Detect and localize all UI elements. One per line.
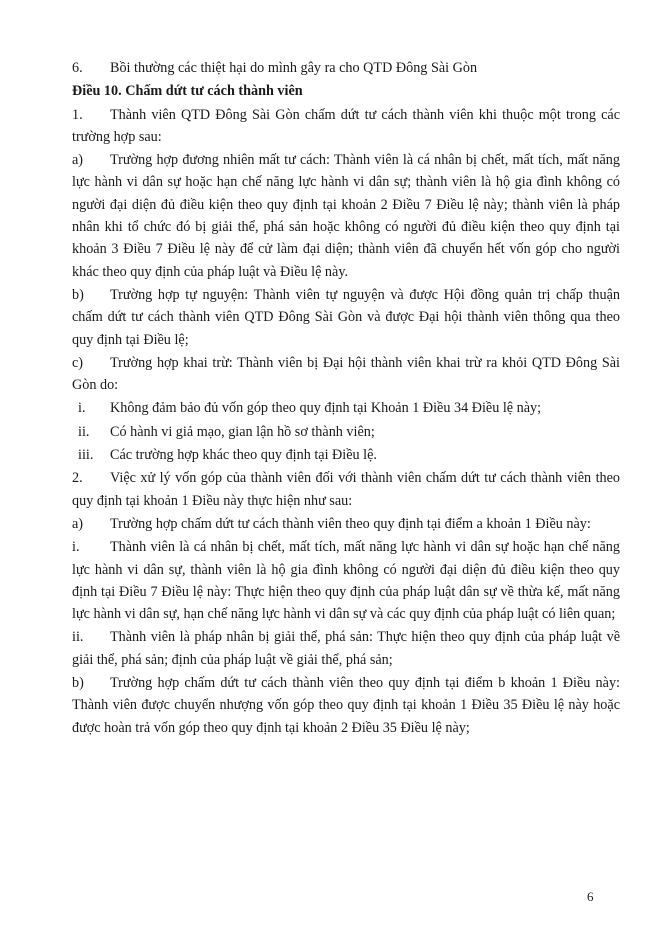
subpoint-marker: ii. xyxy=(72,629,84,646)
point-text: Trường hợp đương nhiên mất tư cách: Thành viên là cá nhân bị chết, mất tích, mất năng lực hành vi dân sự hoặc hạn chế năng lực hành vi dân sự; thành viên là hộ gia đình không có người đại diện đủ điều kiện theo quy định tại khoản 2 Điều 7 Điều lệ này; thành viên là pháp nhân khi tổ chức đó bị giải thể, phá sản hoặc không có người đủ điều kiện theo quy định tại khoản 3 Điều 7 Điều lệ này để cử làm đại diện; thành viên đã chuyển hết vốn góp cho người khác theo quy định của pháp luật và Điều lệ này. xyxy=(72,152,620,280)
subpoint-text: Có hành vi giả mạo, gian lận hồ sơ thành viên; xyxy=(110,423,375,440)
point-b xyxy=(72,284,620,351)
subpoint-iii xyxy=(72,444,620,466)
clause-marker: 1. xyxy=(72,106,83,123)
clause-text: Thành viên QTD Đông Sài Gòn chấm dứt tư cách thành viên khi thuộc một trong các trường hợp sau: xyxy=(72,106,620,145)
point-text: Trường hợp tự nguyện: Thành viên tự nguyện và được Hội đồng quản trị chấp thuận chấm dứt tư cách thành viên QTD Đông Sài Gòn và được Đại hội thành viên thông qua theo quy định tại Điều lệ; xyxy=(72,286,620,348)
point-marker: b) xyxy=(72,675,84,692)
point-marker: c) xyxy=(72,354,84,371)
point-b-2 xyxy=(72,672,620,739)
clause-text: Việc xử lý vốn góp của thành viên đối với thành viên chấm dứt tư cách thành viên theo quy định tại khoản 1 Điều này thực hiện như sau: xyxy=(72,470,620,509)
subpoint-text: Thành viên là pháp nhân bị giải thể, phá sản: Thực hiện theo quy định của pháp luật về giải thể, phá sản; định của pháp luật về giải thể, phá sản; xyxy=(72,629,620,668)
subpoint-text: Các trường hợp khác theo quy định tại Điều lệ. xyxy=(110,447,377,464)
subpoint-marker: iii. xyxy=(78,447,94,464)
point-marker: a) xyxy=(72,152,84,169)
page-number: 6 xyxy=(587,889,594,904)
article-heading: Điều 10. Chấm dứt tư cách thành viên xyxy=(72,83,303,100)
point-a xyxy=(72,149,620,283)
subpoint-ii xyxy=(72,421,620,443)
point-c xyxy=(72,352,620,397)
clause-marker: 2. xyxy=(72,470,83,487)
point-a-2 xyxy=(72,513,620,535)
point-text: Trường hợp chấm dứt tư cách thành viên theo quy định tại điểm a khoản 1 Điều này: xyxy=(110,515,591,532)
document-body xyxy=(72,57,620,740)
subpoint-marker: i. xyxy=(72,539,80,556)
subpoint-marker: ii. xyxy=(78,423,90,440)
subpoint-i xyxy=(72,397,620,419)
point-text: Trường hợp khai trừ: Thành viên bị Đại hội thành viên khai trừ ra khỏi QTD Đông Sài Gòn do: xyxy=(72,354,620,394)
clause-1 xyxy=(72,104,620,149)
point-text: Trường hợp chấm dứt tư cách thành viên theo quy định tại điểm b khoản 1 Điều này: Thành viên được chuyển nhượng vốn góp theo quy định tại khoản 1 Điều 35 Điều lệ này hoặc được hoàn trả vốn góp theo quy định tại khoản 2 Điều 35 Điều lệ này; xyxy=(72,675,620,736)
paragraph-text: Bồi thường các thiệt hại do mình gây ra cho QTD Đông Sài Gòn xyxy=(110,60,478,76)
point-marker: b) xyxy=(72,286,84,303)
subpoint-text: Thành viên là cá nhân bị chết, mất tích, mất năng lực hành vi dân sự hoặc hạn chế năng lực hành vi dân sự, thành viên là hộ gia đình không có người đại diện đủ điều kiện theo quy định tại Điều 7 Điều lệ này: Thực hiện theo quy định của pháp luật dân sự về thừa kế, mất năng lực hành vi dân sự, hạn chế năng lực hành vi dân sự và các quy định của pháp luật có liên quan; xyxy=(72,539,620,623)
subpoint-i-2 xyxy=(72,536,620,625)
subpoint-text: Không đảm bảo đủ vốn góp theo quy định tại Khoản 1 Điều 34 Điều lệ này; xyxy=(110,400,542,417)
clause-2 xyxy=(72,467,620,512)
paragraph-marker: 6. xyxy=(72,60,83,76)
subpoint-ii-2 xyxy=(72,626,620,671)
subpoint-marker: i. xyxy=(78,400,86,417)
point-marker: a) xyxy=(72,515,84,532)
paragraph-6 xyxy=(72,57,620,79)
